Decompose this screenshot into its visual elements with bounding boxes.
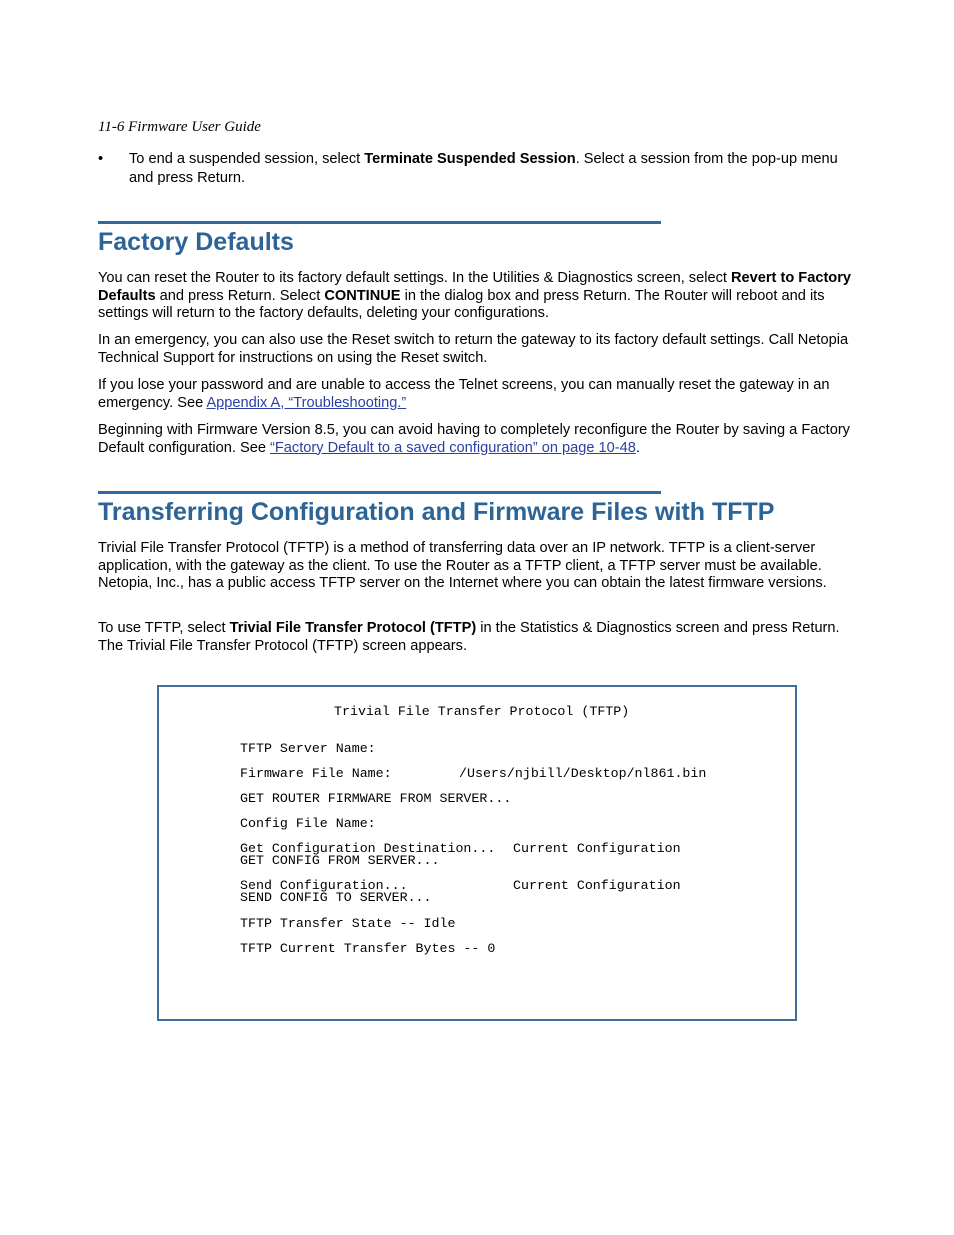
- paragraph-tftp-intro: Trivial File Transfer Protocol (TFTP) is a method of transferring data over an IP network. TFTP is a client-server application, with the gateway as the client. To use the Router as a TFTP client, a TFTP server must be available. Netopia, Inc., has a public access TFTP server on the Internet where you can obtain the latest firmware versions.: [98, 540, 827, 592]
- p1-text-a: You can reset the Router to its factory default settings. In the Utilities & Diagnostics screen, select: [98, 270, 731, 286]
- send-configuration-label: Send Configuration...: [240, 878, 408, 893]
- p1-text-c: and press Return. Select: [155, 287, 325, 304]
- running-header: 11-6 Firmware User Guide: [98, 119, 261, 135]
- tftp-server-name-field[interactable]: TFTP Server Name:: [240, 741, 376, 756]
- get-config-destination-value[interactable]: Current Configuration: [513, 841, 681, 856]
- tftp-usage-text-b: in the Statistics & Diagnostics screen and press Return. The Trivial File Transfer Protocol (TFTP) screen appears.: [98, 620, 840, 654]
- get-router-firmware-action[interactable]: GET ROUTER FIRMWARE FROM SERVER...: [240, 791, 512, 806]
- bullet-text: [129, 150, 839, 187]
- section-rule-factory-defaults: [98, 221, 661, 224]
- bullet-bold-term: Terminate Suspended Session: [364, 151, 576, 167]
- tftp-usage-text-a: To use TFTP, select: [98, 620, 230, 636]
- paragraph-firmware-version: [98, 422, 858, 457]
- tftp-transfer-state: TFTP Transfer State -- Idle: [240, 916, 456, 931]
- heading-tftp: Transferring Configuration and Firmware Files with TFTP: [98, 498, 775, 526]
- tftp-transfer-bytes: TFTP Current Transfer Bytes -- 0: [240, 941, 496, 956]
- bullet-text-post: . Select a session from the pop-up menu and press Return.: [129, 151, 838, 186]
- get-config-from-server-action[interactable]: GET CONFIG FROM SERVER...: [240, 853, 440, 868]
- get-config-destination-label: Get Configuration Destination...: [240, 841, 496, 856]
- bullet-marker: •: [98, 151, 104, 167]
- send-configuration-value[interactable]: Current Configuration: [513, 878, 681, 893]
- bullet-text-pre: To end a suspended session, select: [129, 151, 365, 167]
- p4-text-a: Beginning with Firmware Version 8.5, you can avoid having to completely reconfigure the Router by saving a Factory Default configuration. See: [98, 422, 850, 456]
- section-rule-tftp: [98, 491, 661, 494]
- send-config-to-server-action[interactable]: SEND CONFIG TO SERVER...: [240, 890, 432, 905]
- firmware-file-name-value[interactable]: /Users/njbill/Desktop/nl861.bin: [459, 766, 707, 781]
- firmware-file-name-label: Firmware File Name:: [240, 766, 392, 781]
- p3-text: If you lose your password and are unable to access the Telnet screens, you can manually reset the gateway in an emergency. See: [98, 377, 830, 411]
- p1-bold-revert: Revert to Factory Defaults: [98, 270, 852, 304]
- tftp-usage-bold: Trivial File Transfer Protocol (TFTP): [229, 620, 477, 636]
- paragraph-reset-router: [98, 270, 858, 323]
- p1-bold-continue: CONTINUE: [324, 287, 401, 304]
- link-appendix-troubleshooting[interactable]: Appendix A, “Troubleshooting.”: [206, 394, 407, 411]
- paragraph-tftp-usage: [98, 620, 858, 655]
- tftp-terminal-screen: [157, 685, 797, 1021]
- heading-factory-defaults: Factory Defaults: [98, 228, 294, 256]
- p1-text-d: in the dialog box and press Return. The Router will reboot and its settings will return to the factory defaults, deleting your configurations.: [98, 287, 825, 322]
- paragraph-reset-switch: In an emergency, you can also use the Reset switch to return the gateway to its factory default settings. Call Netopia Technical Support for instructions on using the Reset switch.: [98, 332, 849, 366]
- config-file-name-field[interactable]: Config File Name:: [240, 816, 376, 831]
- p4-text-b: .: [635, 439, 640, 456]
- link-factory-default-saved-config[interactable]: “Factory Default to a saved configuration” on page 10-48: [270, 439, 636, 456]
- terminal-title: Trivial File Transfer Protocol (TFTP): [334, 704, 630, 719]
- paragraph-lost-password: [98, 377, 858, 412]
